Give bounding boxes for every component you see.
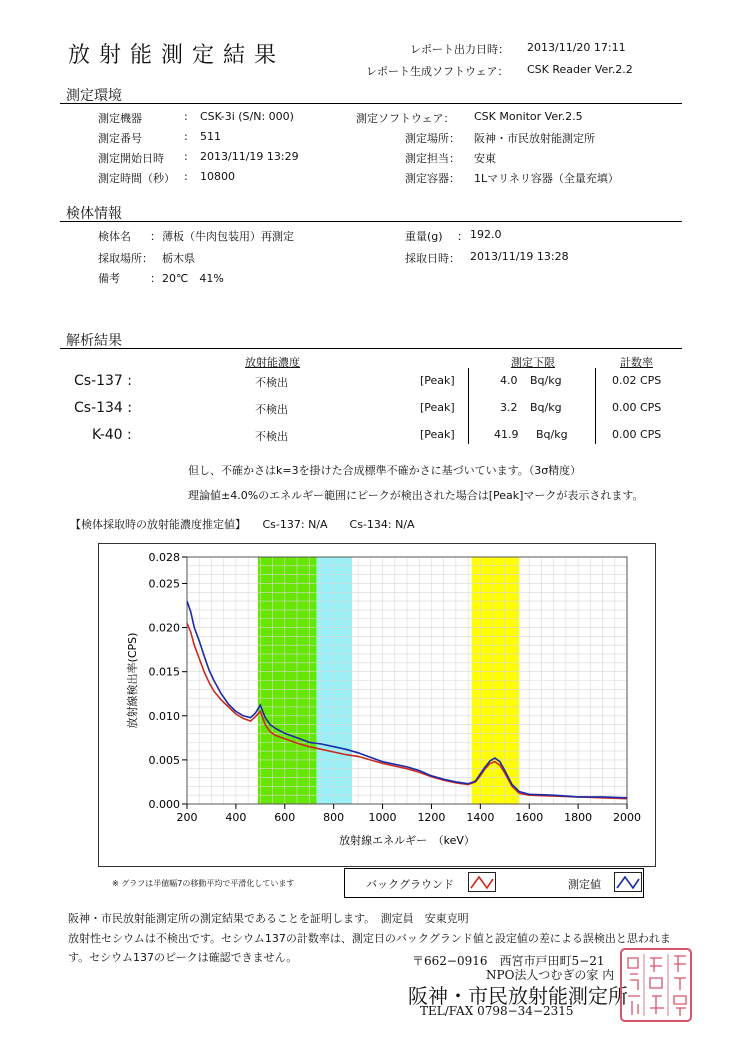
- sample-weight-value: 192.0: [470, 228, 502, 241]
- limit-value: 4.0: [500, 374, 518, 387]
- env-colon: :: [184, 170, 188, 183]
- estimate-line: 【検体採取時の放射能濃度推定値】 Cs-137: N/A Cs-134: N/A: [70, 518, 415, 531]
- env-label-number: 測定番号: [98, 132, 142, 145]
- sample-heading: 検体情報: [66, 206, 122, 222]
- peak-flag: [Peak]: [420, 428, 455, 441]
- sample-colon: ：: [150, 230, 161, 243]
- env-label-operator: 測定担当：: [405, 152, 460, 165]
- env-colon: :: [184, 150, 188, 163]
- sample-date-value: 2013/11/19 13:28: [470, 250, 569, 263]
- sample-place-label: 採取場所：: [98, 252, 153, 265]
- spectrum-chart: [96, 542, 656, 872]
- env-label-container: 測定容器：: [405, 172, 460, 185]
- comment-line-2: す。セシウム137のピークは確認できません。: [68, 951, 298, 964]
- col-header-rate: 計数率: [620, 356, 653, 369]
- sample-divider: [60, 221, 682, 222]
- env-label-start: 測定開始日時: [98, 152, 164, 165]
- org-name: 阪神・市民放射能測定所: [408, 984, 628, 1008]
- env-colon: :: [184, 130, 188, 143]
- output-datetime-value: 2013/11/20 17:11: [527, 41, 626, 54]
- env-colon: :: [184, 110, 188, 123]
- concentration-value: 不検出: [255, 430, 288, 443]
- report-software-label: レポート生成ソフトウェア：: [366, 65, 509, 78]
- env-label-device: 測定機器: [98, 112, 142, 125]
- y-tick-label: 0.010: [148, 709, 180, 723]
- x-tick-label: 600: [274, 811, 296, 824]
- peak-flag: [Peak]: [420, 374, 455, 387]
- env-heading: 測定環境: [66, 88, 122, 104]
- address: 〒662−0916 西宮市戸田町5−21: [412, 954, 605, 968]
- report-software-value: CSK Reader Ver.2.2: [527, 63, 633, 76]
- env-value-place: 阪神・市民放射能測定所: [474, 132, 595, 145]
- count-rate: 0.00 CPS: [612, 428, 662, 441]
- env-divider: [60, 103, 682, 104]
- comment-line-1: 放射性セシウムは不検出です。セシウム137の計数率は、測定日のバックグランド値と設定値の差による誤検出と思われま: [68, 932, 671, 945]
- env-value-device: CSK-3i (S/N: 000): [200, 110, 294, 123]
- env-label-software: 測定ソフトウェア：: [356, 112, 455, 125]
- legend-measured-swatch: [614, 872, 642, 892]
- sample-weight-label: 重量(g): [405, 230, 443, 243]
- x-tick-label: 1600: [515, 811, 544, 824]
- env-label-duration: 測定時間（秒）: [98, 172, 175, 185]
- limit-unit: Bq/kg: [530, 374, 562, 387]
- x-tick-label: 400: [225, 811, 247, 824]
- env-value-operator: 安東: [474, 152, 496, 165]
- sample-name-value: 薄板（牛肉包装用）再測定: [162, 230, 294, 243]
- y-tick-label: 0.005: [148, 753, 180, 767]
- env-value-software: CSK Monitor Ver.2.5: [474, 110, 583, 123]
- limit-value: 3.2: [500, 401, 518, 414]
- x-tick-label: 200: [176, 811, 198, 824]
- legend-measured-label: 測定値: [568, 878, 601, 891]
- col-separator: [595, 368, 596, 444]
- limit-unit: Bq/kg: [536, 428, 568, 441]
- concentration-value: 不検出: [255, 403, 288, 416]
- env-value-start: 2013/11/19 13:29: [200, 150, 299, 163]
- count-rate: 0.00 CPS: [612, 401, 662, 414]
- tel-fax: TEL/FAX 0798−34−2315: [420, 1004, 574, 1018]
- x-tick-label: 1400: [466, 811, 495, 824]
- x-tick-label: 1800: [564, 811, 593, 824]
- org-sub-name: NPO法人つむぎの家 内: [486, 968, 615, 982]
- y-tick-label: 0.015: [148, 665, 180, 679]
- concentration-value: 不検出: [255, 376, 288, 389]
- nuclide-label: Cs-134 :: [74, 400, 133, 416]
- env-value-duration: 10800: [200, 170, 235, 183]
- count-rate: 0.02 CPS: [612, 374, 662, 387]
- col-separator: [468, 368, 469, 444]
- sample-colon: ：: [150, 272, 161, 285]
- y-tick-label: 0.028: [148, 551, 180, 564]
- y-tick-label: 0.025: [148, 577, 180, 591]
- sample-date-label: 採取日時：: [405, 252, 460, 265]
- y-tick-label: 0.000: [148, 798, 180, 811]
- certification-line: 阪神・市民放射能測定所の測定結果であることを証明します。 測定員 安東克明: [68, 912, 469, 925]
- col-header-concentration: 放射能濃度: [245, 356, 300, 369]
- col-header-limit: 測定下限: [511, 356, 555, 369]
- results-divider: [60, 348, 682, 349]
- x-tick-label: 2000: [613, 811, 641, 824]
- nuclide-label: Cs-137 :: [74, 373, 133, 389]
- report-title: 放射能測定結果: [68, 43, 286, 68]
- uncertainty-note: 但し、不確かさはk=3を掛けた合成標準不確かさに基づいています。（3σ精度）: [188, 464, 582, 477]
- sample-name-label: 検体名: [98, 230, 131, 243]
- peak-note: 理論値±4.0%のエネルギー範囲にピークが検出された場合は[Peak]マークが表示されます。: [188, 489, 644, 502]
- x-tick-label: 1200: [417, 811, 446, 824]
- graph-smoothing-note: ※ グラフは半値幅7の移動平均で平滑化しています: [112, 879, 295, 888]
- y-tick-label: 0.020: [148, 621, 180, 635]
- y-axis-label: 放射線検出率(CPS): [126, 632, 139, 729]
- legend-background-swatch: [468, 872, 496, 892]
- sample-note-value: 20℃ 41%: [162, 272, 224, 285]
- sample-colon: ：: [457, 230, 468, 243]
- results-heading: 解析結果: [66, 333, 122, 349]
- output-datetime-label: レポート出力日時：: [410, 43, 509, 56]
- peak-flag: [Peak]: [420, 401, 455, 414]
- org-seal-stamp: [618, 946, 694, 1024]
- legend-background-label: バックグラウンド: [366, 878, 454, 891]
- env-label-place: 測定場所：: [405, 132, 460, 145]
- env-value-container: 1Lマリネリ容器（全量充填）: [474, 172, 619, 185]
- x-tick-label: 1000: [368, 811, 397, 824]
- env-value-number: 511: [200, 130, 221, 143]
- sample-note-label: 備考: [98, 272, 120, 285]
- limit-unit: Bq/kg: [530, 401, 562, 414]
- x-tick-label: 800: [323, 811, 345, 824]
- nuclide-label: K-40 :: [92, 427, 132, 443]
- x-axis-label: 放射線エネルギー （keV）: [339, 834, 475, 847]
- sample-place-value: 栃木県: [162, 252, 195, 265]
- limit-value: 41.9: [494, 428, 519, 441]
